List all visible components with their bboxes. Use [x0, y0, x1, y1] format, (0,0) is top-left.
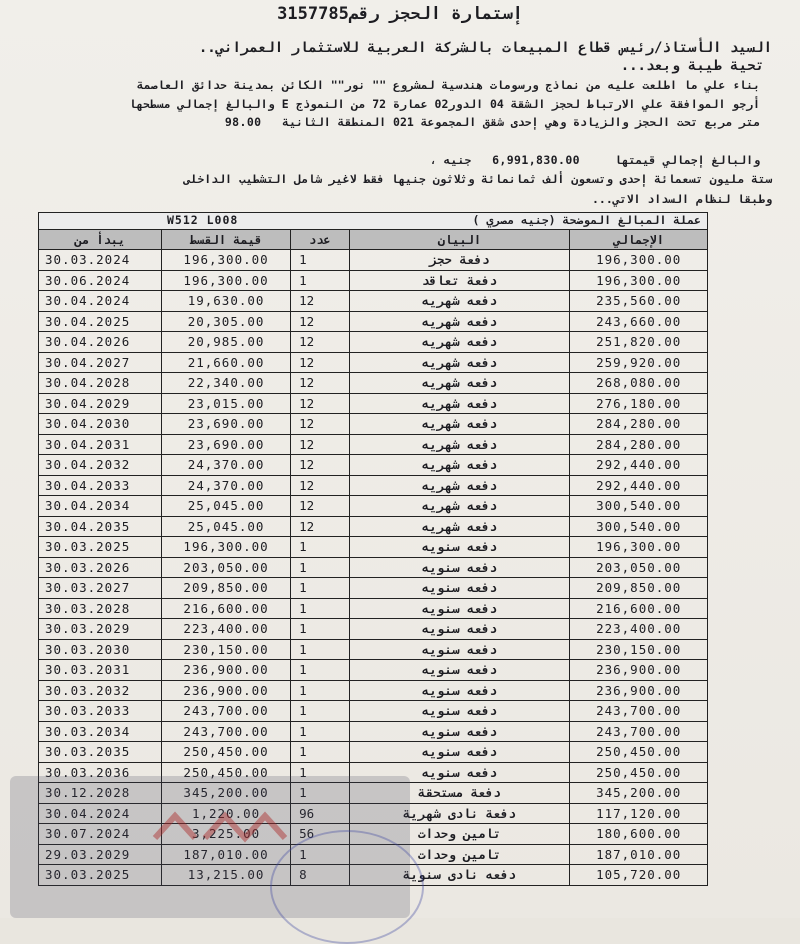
row-total: 259,920.00 — [570, 352, 708, 373]
row-installment: 187,010.00 — [161, 844, 290, 865]
row-date: 30.03.2025 — [39, 865, 162, 886]
row-installment: 196,300.00 — [161, 537, 290, 558]
row-total: 196,300.00 — [570, 250, 708, 271]
row-date: 30.04.2030 — [39, 414, 162, 435]
row-installment: 13,215.00 — [161, 865, 290, 886]
row-total: 117,120.00 — [570, 803, 708, 824]
table-row — [39, 496, 708, 517]
table-row — [39, 455, 708, 476]
row-date: 30.06.2024 — [39, 270, 162, 291]
unit-line: أرجو الموافقة علي الارتباط لحجز الشقة 04 الدور02 عمارة 72 من النموذج E والبالغ إجمالي مسطحها — [129, 97, 760, 111]
area-line — [225, 115, 760, 129]
row-date: 30.04.2027 — [39, 352, 162, 373]
row-description: دفعه سنويه — [349, 701, 570, 722]
row-description: دفعه شهريه — [349, 434, 570, 455]
table-row — [39, 250, 708, 271]
table-row — [39, 434, 708, 455]
row-date: 30.04.2029 — [39, 393, 162, 414]
row-count: 12 — [291, 332, 349, 353]
watermark-logo — [150, 808, 300, 848]
row-date: 30.03.2028 — [39, 598, 162, 619]
row-installment: 3,225.00 — [161, 824, 290, 845]
header-date: يبدأ من — [39, 230, 162, 250]
row-installment: 236,900.00 — [161, 680, 290, 701]
row-date: 30.04.2033 — [39, 475, 162, 496]
row-count: 12 — [291, 455, 349, 476]
row-installment: 196,300.00 — [161, 250, 290, 271]
row-date: 30.07.2024 — [39, 824, 162, 845]
table-row — [39, 557, 708, 578]
row-date: 30.04.2024 — [39, 803, 162, 824]
row-total: 300,540.00 — [570, 496, 708, 517]
row-description: دفعة تعاقد — [349, 270, 570, 291]
row-description: دفعه شهريه — [349, 455, 570, 476]
row-installment: 1,220.00 — [161, 803, 290, 824]
row-count: 12 — [291, 352, 349, 373]
row-description: دفعة حجز — [349, 250, 570, 271]
row-description: دفعه شهريه — [349, 311, 570, 332]
row-total: 300,540.00 — [570, 516, 708, 537]
row-date: 30.04.2031 — [39, 434, 162, 455]
row-description: دفعه سنويه — [349, 742, 570, 763]
row-installment: 21,660.00 — [161, 352, 290, 373]
row-total: 196,300.00 — [570, 270, 708, 291]
row-installment: 345,200.00 — [161, 783, 290, 804]
table-row — [39, 373, 708, 394]
header-count: عدد — [291, 230, 349, 250]
row-total: 187,010.00 — [570, 844, 708, 865]
row-description: دفعة مستحقة — [349, 783, 570, 804]
row-installment: 20,305.00 — [161, 311, 290, 332]
row-count: 12 — [291, 434, 349, 455]
watermark-logo-icon — [150, 808, 300, 848]
row-total: 180,600.00 — [570, 824, 708, 845]
row-total: 250,450.00 — [570, 742, 708, 763]
row-count: 8 — [291, 865, 349, 886]
row-description: دفعه شهريه — [349, 373, 570, 394]
row-count: 12 — [291, 393, 349, 414]
row-date: 30.04.2025 — [39, 311, 162, 332]
row-installment: 203,050.00 — [161, 557, 290, 578]
unit-code: W512 L008 — [167, 213, 239, 227]
row-total: 284,280.00 — [570, 414, 708, 435]
row-count: 12 — [291, 311, 349, 332]
greeting-line: تحية طيبة وبعد... — [620, 58, 764, 74]
table-row — [39, 578, 708, 599]
row-count: 1 — [291, 598, 349, 619]
table-row — [39, 660, 708, 681]
row-date: 30.03.2027 — [39, 578, 162, 599]
table-row — [39, 516, 708, 537]
row-installment: 216,600.00 — [161, 598, 290, 619]
row-description: دفعه سنويه — [349, 680, 570, 701]
area-description: متر مربع تحت الحجز والزيادة وهي إحدى شقق المجموعة 021 المنطقة الثانية — [282, 115, 760, 129]
row-installment: 223,400.00 — [161, 619, 290, 640]
table-row — [39, 291, 708, 312]
row-date: 30.04.2026 — [39, 332, 162, 353]
row-installment: 25,045.00 — [161, 516, 290, 537]
row-total: 236,900.00 — [570, 660, 708, 681]
row-count: 1 — [291, 783, 349, 804]
table-row — [39, 701, 708, 722]
row-description: دفعه سنويه — [349, 619, 570, 640]
row-installment: 20,985.00 — [161, 332, 290, 353]
row-date: 30.04.2035 — [39, 516, 162, 537]
form-title: إستمارة الحجز رقم3157785 — [277, 4, 523, 24]
payment-system-line: وطبقا لنظام السداد الاتي... — [591, 192, 772, 206]
table-row — [39, 742, 708, 763]
table-row — [39, 311, 708, 332]
row-count: 12 — [291, 414, 349, 435]
company-seal — [270, 830, 424, 944]
table-row — [39, 414, 708, 435]
row-total: 235,560.00 — [570, 291, 708, 312]
row-count: 1 — [291, 270, 349, 291]
row-date: 30.03.2036 — [39, 762, 162, 783]
row-count: 1 — [291, 660, 349, 681]
row-count: 1 — [291, 762, 349, 783]
row-description: دفعه نادى سنوية — [349, 865, 570, 886]
table-row — [39, 270, 708, 291]
row-total: 292,440.00 — [570, 455, 708, 476]
row-total: 196,300.00 — [570, 537, 708, 558]
row-total: 243,660.00 — [570, 311, 708, 332]
row-description: دفعه شهريه — [349, 332, 570, 353]
header-description: البيان — [349, 230, 570, 250]
row-date: 30.03.2030 — [39, 639, 162, 660]
row-count: 56 — [291, 824, 349, 845]
row-count: 12 — [291, 373, 349, 394]
row-installment: 25,045.00 — [161, 496, 290, 517]
row-date: 30.03.2029 — [39, 619, 162, 640]
row-count: 1 — [291, 578, 349, 599]
row-installment: 23,690.00 — [161, 434, 290, 455]
row-description: دفعه سنويه — [349, 762, 570, 783]
total-price-value: 6,991,830.00 — [492, 153, 580, 167]
row-count: 1 — [291, 557, 349, 578]
row-description: دفعه شهريه — [349, 393, 570, 414]
row-date: 30.03.2034 — [39, 721, 162, 742]
row-date: 30.03.2026 — [39, 557, 162, 578]
row-installment: 24,370.00 — [161, 455, 290, 476]
table-row — [39, 639, 708, 660]
total-price-line — [430, 153, 760, 167]
row-count: 12 — [291, 496, 349, 517]
row-total: 250,450.00 — [570, 762, 708, 783]
row-description: دفعه سنويه — [349, 578, 570, 599]
row-installment: 209,850.00 — [161, 578, 290, 599]
row-total: 216,600.00 — [570, 598, 708, 619]
row-description: تامين وحدات — [349, 844, 570, 865]
row-description: دفعه شهريه — [349, 516, 570, 537]
row-count: 1 — [291, 639, 349, 660]
table-caption — [38, 212, 708, 229]
row-description: دفعه سنويه — [349, 537, 570, 558]
row-total: 243,700.00 — [570, 721, 708, 742]
row-installment: 250,450.00 — [161, 742, 290, 763]
row-installment: 250,450.00 — [161, 762, 290, 783]
area-value: 98.00 — [224, 115, 262, 129]
row-count: 1 — [291, 701, 349, 722]
table-row — [39, 619, 708, 640]
table-row — [39, 475, 708, 496]
row-total: 268,080.00 — [570, 373, 708, 394]
row-installment: 19,630.00 — [161, 291, 290, 312]
row-count: 1 — [291, 721, 349, 742]
row-total: 243,700.00 — [570, 701, 708, 722]
row-total: 203,050.00 — [570, 557, 708, 578]
row-installment: 24,370.00 — [161, 475, 290, 496]
row-total: 284,280.00 — [570, 434, 708, 455]
row-total: 209,850.00 — [570, 578, 708, 599]
total-price-currency: جنيه ، — [429, 153, 472, 167]
table-row — [39, 393, 708, 414]
row-total: 276,180.00 — [570, 393, 708, 414]
row-description: تامين وحدات — [349, 824, 570, 845]
project-line: بناء علي ما اطلعت عليه من نماذج ورسومات هندسية لمشروع "" نور"" الكائن بمدينة حدائق العاصمة — [136, 78, 760, 92]
total-price-label: والبالغ إجمالي قيمتها — [614, 153, 760, 167]
row-total: 223,400.00 — [570, 619, 708, 640]
table-header-row — [39, 230, 708, 250]
row-description: دفعه شهريه — [349, 475, 570, 496]
row-count: 1 — [291, 619, 349, 640]
row-installment: 243,700.00 — [161, 721, 290, 742]
row-description: دفعه سنويه — [349, 557, 570, 578]
row-installment: 236,900.00 — [161, 660, 290, 681]
row-count: 1 — [291, 844, 349, 865]
row-count: 1 — [291, 742, 349, 763]
header-installment: قيمة القسط — [161, 230, 290, 250]
row-count: 96 — [291, 803, 349, 824]
row-date: 30.03.2031 — [39, 660, 162, 681]
row-date: 30.04.2028 — [39, 373, 162, 394]
row-count: 1 — [291, 250, 349, 271]
row-total: 251,820.00 — [570, 332, 708, 353]
table-row — [39, 598, 708, 619]
row-date: 30.04.2024 — [39, 291, 162, 312]
table-row — [39, 352, 708, 373]
row-total: 236,900.00 — [570, 680, 708, 701]
row-description: دفعه شهريه — [349, 352, 570, 373]
row-description: دفعه شهريه — [349, 496, 570, 517]
header-total: الإجمالي — [570, 230, 708, 250]
row-description: دفعه سنويه — [349, 721, 570, 742]
row-installment: 23,015.00 — [161, 393, 290, 414]
row-total: 230,150.00 — [570, 639, 708, 660]
row-total: 292,440.00 — [570, 475, 708, 496]
row-date: 30.03.2025 — [39, 537, 162, 558]
row-total: 345,200.00 — [570, 783, 708, 804]
row-installment: 23,690.00 — [161, 414, 290, 435]
currency-caption: عملة المبالغ الموضحة (جنيه مصري ) — [472, 213, 701, 227]
row-date: 29.03.2029 — [39, 844, 162, 865]
row-installment: 196,300.00 — [161, 270, 290, 291]
row-description: دفعه سنويه — [349, 639, 570, 660]
row-description: دفعه شهريه — [349, 291, 570, 312]
row-count: 12 — [291, 516, 349, 537]
row-installment: 230,150.00 — [161, 639, 290, 660]
row-description: دفعه شهريه — [349, 414, 570, 435]
table-row — [39, 680, 708, 701]
row-description: دفعه سنويه — [349, 598, 570, 619]
row-date: 30.03.2035 — [39, 742, 162, 763]
row-count: 12 — [291, 475, 349, 496]
salutation-line: السيد الأستاذ/رئيس قطاع المبيعات بالشركة العربية للاستثمار العمراني.. — [198, 40, 772, 56]
row-installment: 22,340.00 — [161, 373, 290, 394]
row-date: 30.03.2032 — [39, 680, 162, 701]
row-count: 1 — [291, 537, 349, 558]
table-row — [39, 537, 708, 558]
row-date: 30.03.2033 — [39, 701, 162, 722]
row-total: 105,720.00 — [570, 865, 708, 886]
table-row — [39, 332, 708, 353]
price-in-words-line: ستة مليون تسعمائة إحدى وتسعون ألف ثمانمائة وثلاثون جنيها فقط لاغير شامل التشطيب الداخلى — [183, 172, 772, 186]
row-date: 30.04.2032 — [39, 455, 162, 476]
row-count: 12 — [291, 291, 349, 312]
row-date: 30.03.2024 — [39, 250, 162, 271]
row-installment: 243,700.00 — [161, 701, 290, 722]
row-date: 30.04.2034 — [39, 496, 162, 517]
row-description: دفعة نادى شهرية — [349, 803, 570, 824]
row-count: 1 — [291, 680, 349, 701]
table-row — [39, 721, 708, 742]
row-date: 30.12.2028 — [39, 783, 162, 804]
row-description: دفعه سنويه — [349, 660, 570, 681]
